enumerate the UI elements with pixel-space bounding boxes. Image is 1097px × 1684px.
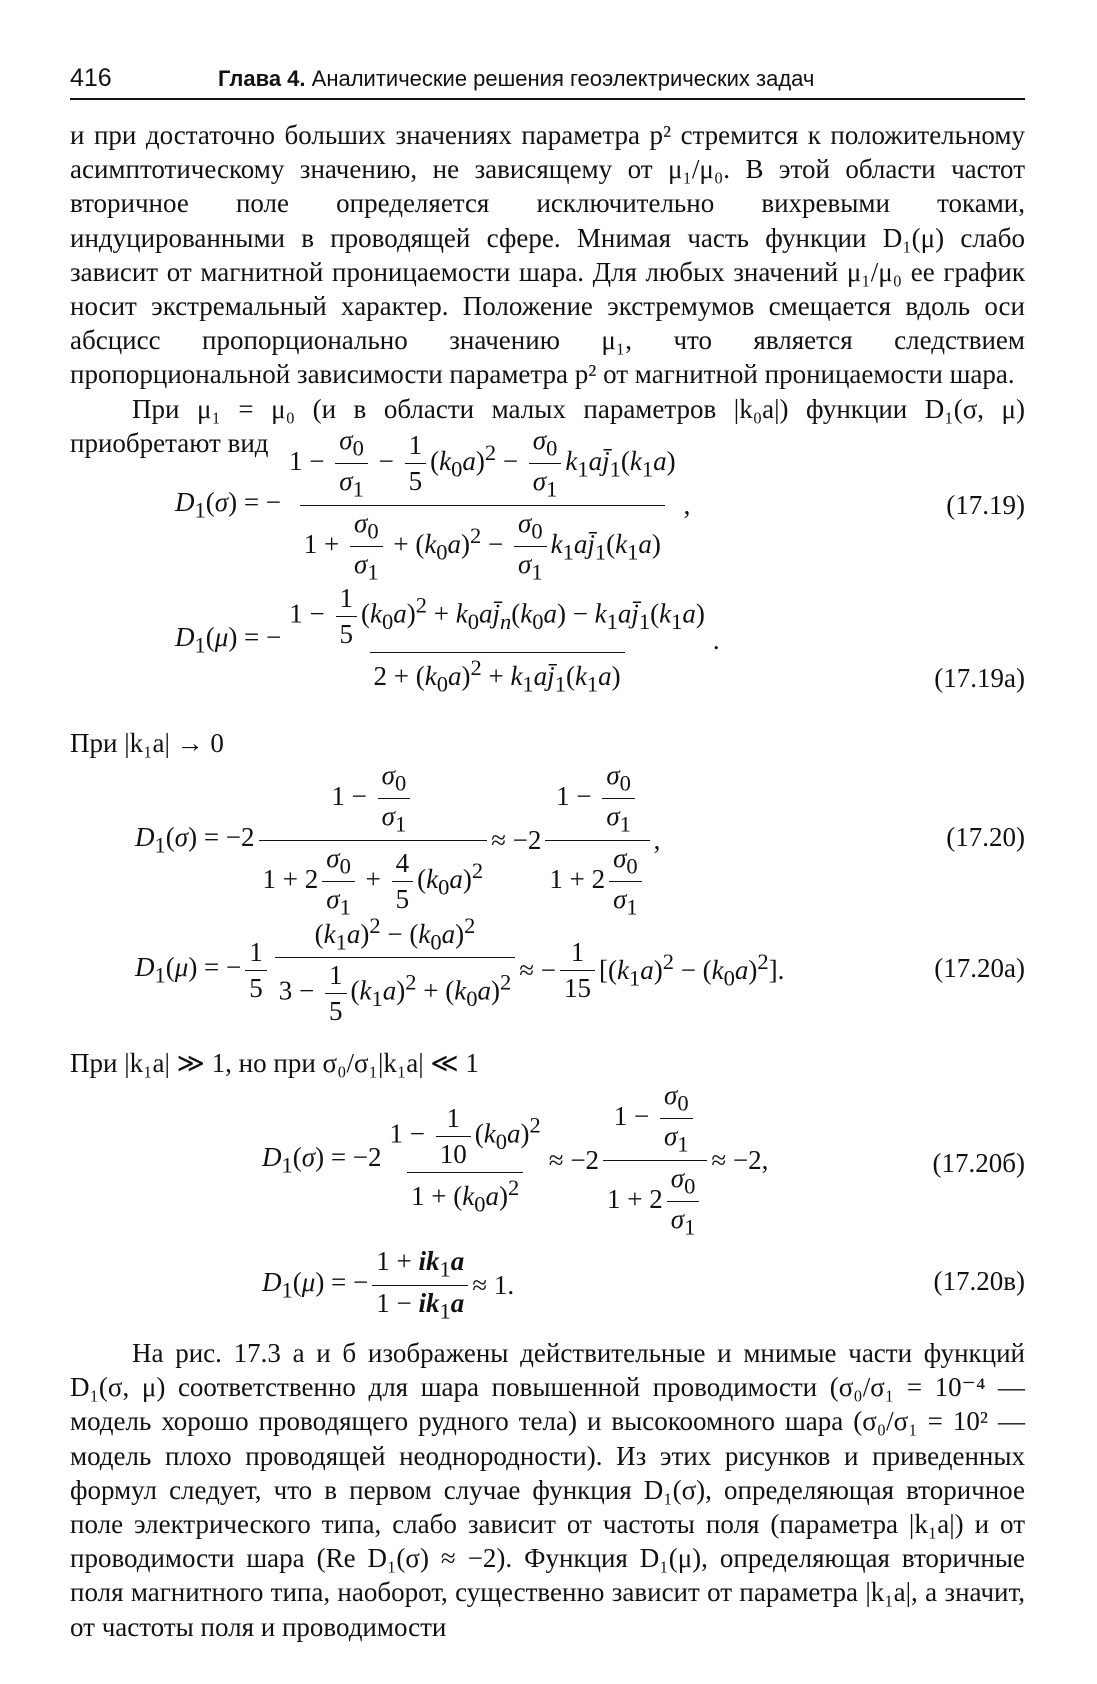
chapter-label: Глава 4. xyxy=(218,66,306,91)
page-number: 416 xyxy=(70,64,112,92)
equation-tag-17-20a: (17.20а) xyxy=(934,953,1025,983)
page-header xyxy=(70,58,1025,100)
equation-tag-17-20v: (17.20в) xyxy=(933,1266,1025,1296)
equation-17-20v: $D_1(\mu)$ = − $\frac{1 + ik_1a}{1 - ik_1a}$ ≈ 1. xyxy=(262,1246,515,1323)
equation-17-20a: $D_1(\mu)$ = − $\frac{1}{5}$ $(k_1a)^2 - (k_0a)^2$ 3 − $\frac{1}{5}$ $(k_1a)^2 + (k_0a)^2$ ≈ − $\frac{1}{15}$ $[(k_1a)^2 - (k_0a)^2]$. xyxy=(135,912,785,1027)
paragraph-3: На рис. 17.3 а и б изображены действительные и мнимые части функций D₁(σ, μ) соответственно для шара повышенной проводимости (σ₀/σ₁ = 10⁻⁴ — модель хорошо проводящего рудного тела) и высокоомного шара (σ₀/σ₁ = 10² — модель плохо проводящей неоднородности). Из этих рисунков и приведенных формул следует, что в первом случае функция D₁(σ), определяющая вторичное поле электрического типа, слабо зависит от частоты поля (параметра |k₁a|) и от проводимости шара (Re D₁(σ) ≈ −2). Функция D₁(μ), определяющая вторичные поля магнитного типа, наоборот, существенно зависит от параметра |k₁a|, а значит, от частоты поля и проводимости xyxy=(70,1338,1025,1642)
equation-17-19: $D_1(\sigma)$ = − 1 − $\frac{\sigma_0}{\sigma_1}$ − $\frac{1}{5}$ $(k_0a)^2$ − $\frac{\sigma_0}{\sigma_1}$ $k_1aj̄_1(k_1a)$ 1 + $\frac{\sigma_0}{\sigma_1}$ + $(k_0a)^2$ − $\frac{\sigma_0}{\sigma_1}$ $k_1aj̄_1(k_1a)$ , xyxy=(175,424,691,585)
equation-tag-17-20b: (17.20б) xyxy=(932,1148,1025,1178)
running-title xyxy=(218,66,814,92)
chapter-title: Аналитические решения геоэлектрических задач xyxy=(311,66,815,91)
equation-17-19a: $D_1(\mu)$ = − 1 − $\frac{1}{5}$ $(k_0a)^2$ + $k_0aj̄_n(k_0a)$ − $k_1aj̄_1(k_1a)$ $2 + (k_0a)^2$ + $k_1aj̄_1(k_1a)$ . xyxy=(175,582,720,697)
equation-17-20b: $D_1(\sigma) = -2$ 1 − $\frac{1}{10}$ $(k_0a)^2$ $1 + (k_0a)^2$ ≈ −2 1 − $\frac{\sigma_0}{\sigma_1}$ 1 + 2 $\frac{\sigma_0}{\sigma_1}$ ≈ −2, xyxy=(262,1079,769,1240)
paragraph-2: При μ₁ = μ₀ (и в области малых параметров |k₀a|) функции D₁(σ, μ) приобретают вид xyxy=(70,394,1025,459)
equation-tag-17-19: (17.19) xyxy=(946,490,1025,520)
paragraph-1: и при достаточно больших значениях параметра p² стремится к положительному асимптотическому значению, не зависящему от μ₁/μ₀. В этой области частот вторичное поле определяется исключительно вихревыми токами, индуцированными в проводящей сфере. Мнимая часть функции D₁(μ) слабо зависит от магнитной проницаемости шара. Для любых значений μ₁/μ₀ ее график носит экстремальный характер. Положение экстремумов смещается вдоль оси абсцисс пропорционально значению μ₁, что является следствием пропорциональной зависимости параметра p² от магнитной проницаемости шара. xyxy=(70,120,1025,390)
condition-label-2: При |k₁a| ≫ 1, но при σ₀/σ₁|k₁a| ≪ 1 xyxy=(70,1048,479,1078)
equation-17-20: $D_1(\sigma) = -2$ 1 − $\frac{\sigma_0}{\sigma_1}$ 1 + 2 $\frac{\sigma_0}{\sigma_1}$ + $\frac{4}{5}$ $(k_0a)^2$ ≈ −2 1 − $\frac{\sigma_0}{\sigma_1}$ 1 + 2 $\frac{\sigma_0}{\sigma_1}$ , xyxy=(135,759,661,920)
condition-label-1: При |k₁a| → 0 xyxy=(70,728,224,758)
equation-tag-17-19a: (17.19а) xyxy=(934,663,1025,693)
equation-tag-17-20: (17.20) xyxy=(946,822,1025,852)
